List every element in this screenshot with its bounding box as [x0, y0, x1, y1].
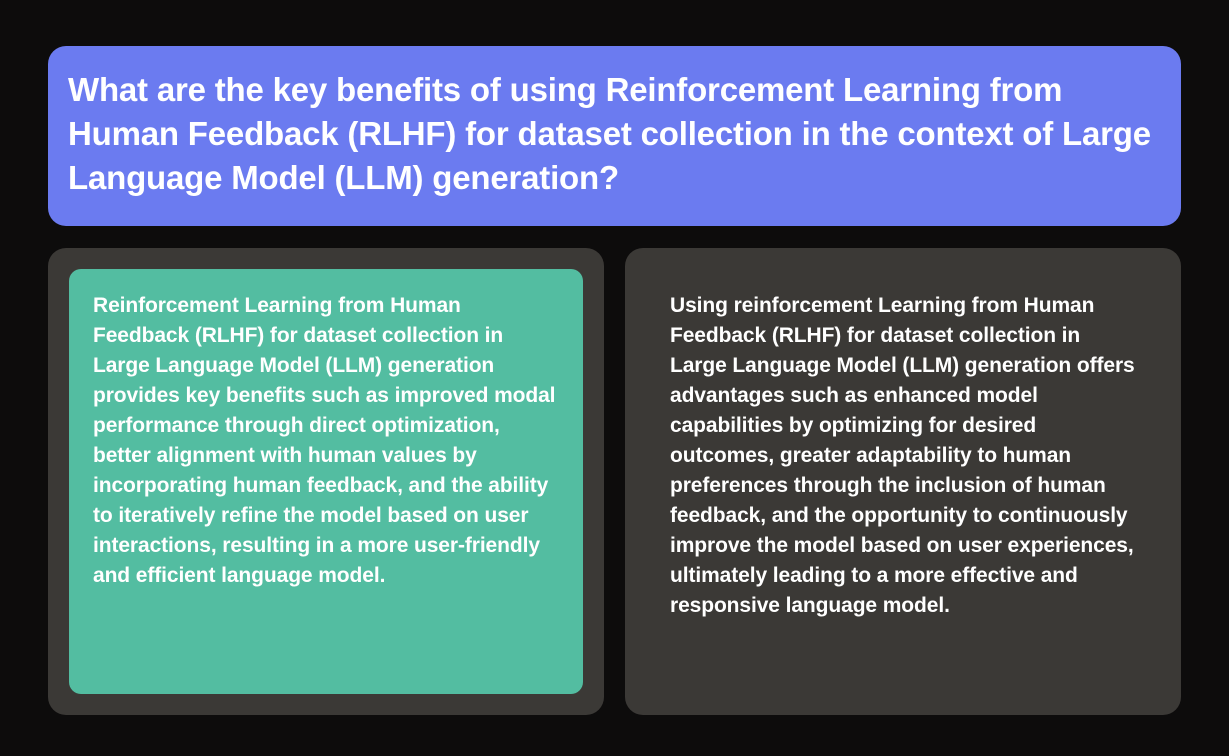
response-card-a[interactable]: [48, 248, 604, 715]
responses-row: [48, 248, 1181, 715]
prompt-card: [48, 46, 1181, 226]
prompt-text: What are the key benefits of using Reinforcement Learning from Human Feedback (RLHF) for dataset collection in the context of Large Language Model (LLM) generation?: [68, 71, 1151, 196]
response-card-b[interactable]: [625, 248, 1181, 715]
response-a-text: Reinforcement Learning from Human Feedback (RLHF) for dataset collection in Large Language Model (LLM) generation provides key benefits such as improved modal performance through direct optimization, better alignment with human values by incorporating human feedback, and the ability to iteratively refine the model based on user interactions, resulting in a more user-friendly and efficient language model.: [93, 294, 556, 587]
response-b-text: Using reinforcement Learning from Human Feedback (RLHF) for dataset collection in Large Language Model (LLM) generation offers advantages such as enhanced model capabilities by optimizing for desired outcomes, greater adaptability to human preferences through the inclusion of human feedback, and the opportunity to continuously improve the model based on user experiences, ultimately leading to a more effective and responsive language model.: [670, 294, 1135, 617]
response-b-body[interactable]: [646, 269, 1160, 694]
response-a-body[interactable]: [69, 269, 583, 694]
